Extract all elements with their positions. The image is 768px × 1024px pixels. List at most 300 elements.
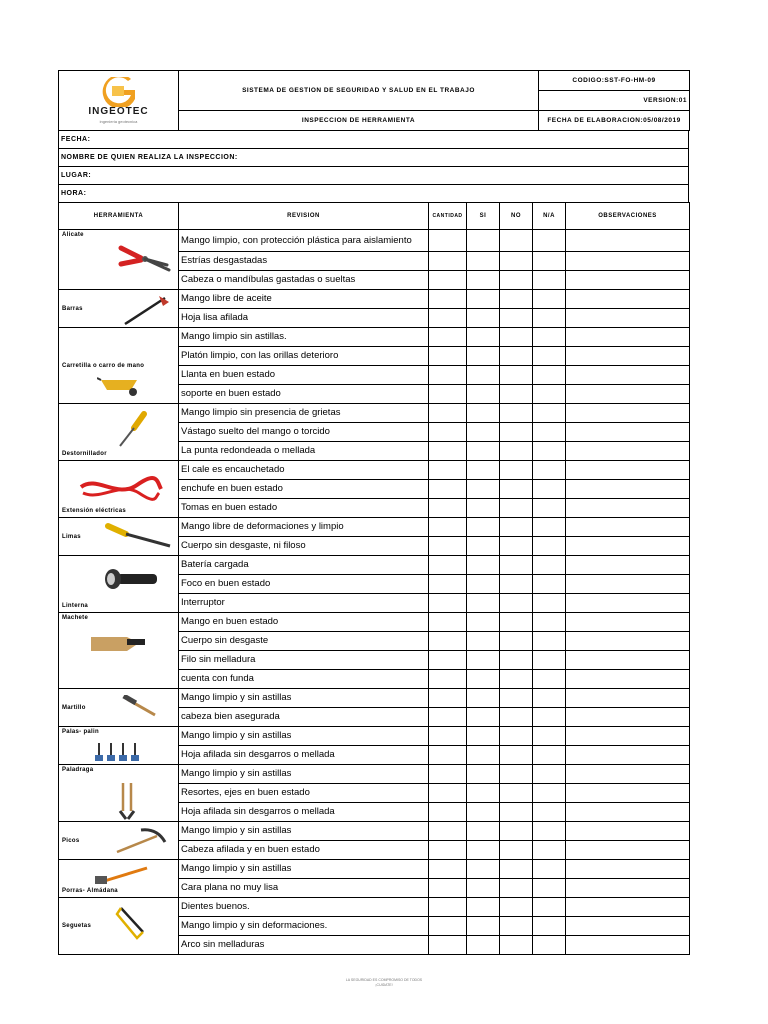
si-cell[interactable] [467, 746, 500, 765]
observaciones-cell[interactable] [566, 290, 690, 309]
no-cell[interactable] [500, 689, 533, 708]
observaciones-cell[interactable] [566, 613, 690, 632]
cantidad-cell[interactable] [429, 708, 467, 727]
no-cell[interactable] [500, 708, 533, 727]
revision-item: Vástago suelto del mango o torcido [179, 423, 429, 442]
creation-date: FECHA DE ELABORACION:05/08/2019 [539, 111, 690, 131]
table-row [59, 898, 690, 917]
na-cell[interactable] [533, 480, 566, 499]
na-cell[interactable] [533, 499, 566, 518]
hacksaw-icon [113, 902, 153, 947]
na-cell[interactable] [533, 860, 566, 879]
si-cell[interactable] [467, 537, 500, 556]
na-cell[interactable] [533, 252, 566, 271]
na-cell[interactable] [533, 442, 566, 461]
no-cell[interactable] [500, 461, 533, 480]
observaciones-cell[interactable] [566, 442, 690, 461]
no-cell[interactable] [500, 537, 533, 556]
no-cell[interactable] [500, 860, 533, 879]
si-cell[interactable] [467, 670, 500, 689]
na-cell[interactable] [533, 423, 566, 442]
info-fields [58, 130, 689, 203]
no-cell[interactable] [500, 499, 533, 518]
pickaxe-icon [111, 826, 167, 861]
tool-name: Alicate [62, 232, 84, 238]
si-cell[interactable] [467, 632, 500, 651]
cantidad-cell[interactable] [429, 442, 467, 461]
machete-icon [87, 629, 147, 662]
no-cell[interactable] [500, 879, 533, 898]
na-cell[interactable] [533, 271, 566, 290]
observaciones-cell[interactable] [566, 480, 690, 499]
revision-item: cabeza bien asegurada [179, 708, 429, 727]
table-row [59, 328, 690, 347]
na-cell[interactable] [533, 879, 566, 898]
cantidad-cell[interactable] [429, 613, 467, 632]
flashlight-icon [103, 566, 163, 597]
observaciones-cell[interactable] [566, 936, 690, 955]
revision-item: Resortes, ejes en buen estado [179, 784, 429, 803]
cantidad-cell[interactable] [429, 689, 467, 708]
observaciones-cell[interactable] [566, 670, 690, 689]
cantidad-cell[interactable] [429, 936, 467, 955]
cantidad-cell[interactable] [429, 575, 467, 594]
si-cell[interactable] [467, 822, 500, 841]
table-row [59, 461, 690, 480]
screwdriver-icon [114, 410, 150, 455]
cantidad-cell[interactable] [429, 651, 467, 670]
revision-item: cuenta con funda [179, 670, 429, 689]
table-row [59, 518, 690, 537]
wheelbarrow-icon [97, 376, 147, 403]
revision-item: Cara plana no muy lisa [179, 879, 429, 898]
no-cell[interactable] [500, 347, 533, 366]
observaciones-cell[interactable] [566, 404, 690, 423]
si-cell[interactable] [467, 366, 500, 385]
na-cell[interactable] [533, 556, 566, 575]
na-cell[interactable] [533, 613, 566, 632]
si-cell[interactable] [467, 290, 500, 309]
si-cell[interactable] [467, 575, 500, 594]
cantidad-cell[interactable] [429, 309, 467, 328]
revision-item: Interruptor [179, 594, 429, 613]
na-cell[interactable] [533, 230, 566, 252]
revision-item: Mango libre de deformaciones y limpio [179, 518, 429, 537]
inspector-field[interactable]: NOMBRE DE QUIEN REALIZA LA INSPECCION: [59, 149, 689, 167]
no-cell[interactable] [500, 917, 533, 936]
no-cell[interactable] [500, 803, 533, 822]
observaciones-cell[interactable] [566, 841, 690, 860]
no-cell[interactable] [500, 366, 533, 385]
tool-name: Picos [62, 837, 80, 844]
na-cell[interactable] [533, 689, 566, 708]
si-cell[interactable] [467, 708, 500, 727]
tool-cell [59, 230, 179, 290]
col-observaciones: OBSERVACIONES [566, 203, 690, 230]
si-cell[interactable] [467, 613, 500, 632]
na-cell[interactable] [533, 518, 566, 537]
cantidad-cell[interactable] [429, 803, 467, 822]
cantidad-cell[interactable] [429, 347, 467, 366]
si-cell[interactable] [467, 765, 500, 784]
tool-name: Machete [62, 615, 89, 621]
no-cell[interactable] [500, 575, 533, 594]
cantidad-cell[interactable] [429, 822, 467, 841]
no-cell[interactable] [500, 594, 533, 613]
si-cell[interactable] [467, 347, 500, 366]
observaciones-cell[interactable] [566, 803, 690, 822]
revision-item: La punta redondeada o mellada [179, 442, 429, 461]
cantidad-cell[interactable] [429, 404, 467, 423]
no-cell[interactable] [500, 841, 533, 860]
inspection-table [58, 202, 690, 955]
tool-name: Limas [62, 533, 81, 540]
document-code: CODIGO:SST-FO-HM-09 [539, 71, 690, 91]
si-cell[interactable] [467, 879, 500, 898]
na-cell[interactable] [533, 917, 566, 936]
si-cell[interactable] [467, 784, 500, 803]
na-cell[interactable] [533, 347, 566, 366]
tool-cell [59, 556, 179, 613]
revision-item: Llanta en buen estado [179, 366, 429, 385]
tool-cell [59, 727, 179, 765]
cantidad-cell[interactable] [429, 328, 467, 347]
na-cell[interactable] [533, 898, 566, 917]
revision-item: Dientes buenos. [179, 898, 429, 917]
observaciones-cell[interactable] [566, 230, 690, 252]
revision-item: Filo sin melladura [179, 651, 429, 670]
na-cell[interactable] [533, 366, 566, 385]
si-cell[interactable] [467, 518, 500, 537]
no-cell[interactable] [500, 632, 533, 651]
cantidad-cell[interactable] [429, 670, 467, 689]
si-cell[interactable] [467, 499, 500, 518]
si-cell[interactable] [467, 404, 500, 423]
si-cell[interactable] [467, 328, 500, 347]
revision-item: Mango limpio y sin astillas [179, 765, 429, 784]
si-cell[interactable] [467, 651, 500, 670]
si-cell[interactable] [467, 252, 500, 271]
na-cell[interactable] [533, 708, 566, 727]
tool-name: Paladraga [62, 767, 94, 773]
no-cell[interactable] [500, 442, 533, 461]
no-cell[interactable] [500, 651, 533, 670]
si-cell[interactable] [467, 898, 500, 917]
observaciones-cell[interactable] [566, 423, 690, 442]
no-cell[interactable] [500, 328, 533, 347]
cantidad-cell[interactable] [429, 746, 467, 765]
na-cell[interactable] [533, 784, 566, 803]
tool-cell [59, 404, 179, 461]
col-no: NO [500, 203, 533, 230]
table-row [59, 290, 690, 309]
si-cell[interactable] [467, 271, 500, 290]
observaciones-cell[interactable] [566, 537, 690, 556]
si-cell[interactable] [467, 727, 500, 746]
si-cell[interactable] [467, 841, 500, 860]
no-cell[interactable] [500, 518, 533, 537]
si-cell[interactable] [467, 936, 500, 955]
cantidad-cell[interactable] [429, 366, 467, 385]
cantidad-cell[interactable] [429, 917, 467, 936]
observaciones-cell[interactable] [566, 347, 690, 366]
extension-cord-icon [77, 473, 163, 508]
si-cell[interactable] [467, 594, 500, 613]
no-cell[interactable] [500, 898, 533, 917]
si-cell[interactable] [467, 480, 500, 499]
no-cell[interactable] [500, 556, 533, 575]
si-cell[interactable] [467, 442, 500, 461]
tool-name: Destornillador [62, 451, 107, 457]
company-tagline: ingenieria geotecnica [99, 118, 138, 124]
na-cell[interactable] [533, 594, 566, 613]
observaciones-cell[interactable] [566, 879, 690, 898]
revision-item: Cuerpo sin desgaste, ni filoso [179, 537, 429, 556]
col-revision: REVISION [179, 203, 429, 230]
observaciones-cell[interactable] [566, 898, 690, 917]
no-cell[interactable] [500, 423, 533, 442]
na-cell[interactable] [533, 537, 566, 556]
no-cell[interactable] [500, 230, 533, 252]
no-cell[interactable] [500, 309, 533, 328]
tool-name: Porras- Almádana [62, 888, 118, 894]
observaciones-cell[interactable] [566, 271, 690, 290]
sledgehammer-icon [93, 862, 155, 891]
no-cell[interactable] [500, 404, 533, 423]
revision-item: Hoja lisa afilada [179, 309, 429, 328]
na-cell[interactable] [533, 936, 566, 955]
si-cell[interactable] [467, 556, 500, 575]
revision-item: Cabeza o mandíbulas gastadas o sueltas [179, 271, 429, 290]
col-si: SI [467, 203, 500, 230]
table-row [59, 230, 690, 252]
tool-cell [59, 822, 179, 860]
revision-item: Mango limpio y sin deformaciones. [179, 917, 429, 936]
no-cell[interactable] [500, 936, 533, 955]
revision-item: Batería cargada [179, 556, 429, 575]
tool-name: Extensión eléctricas [62, 508, 127, 514]
revision-item: Platón limpio, con las orillas deterioro [179, 347, 429, 366]
no-cell[interactable] [500, 271, 533, 290]
table-row [59, 613, 690, 632]
no-cell[interactable] [500, 252, 533, 271]
si-cell[interactable] [467, 689, 500, 708]
revision-item: Hoja afilada sin desgarros o mellada [179, 803, 429, 822]
revision-item: Mango limpio y sin astillas [179, 822, 429, 841]
document-title: INSPECCION DE HERRAMIENTA [179, 111, 539, 131]
tool-cell [59, 613, 179, 689]
na-cell[interactable] [533, 765, 566, 784]
cantidad-cell[interactable] [429, 594, 467, 613]
column-headers [59, 203, 690, 230]
system-title: SISTEMA DE GESTION DE SEGURIDAD Y SALUD EN EL TRABAJO [179, 71, 539, 111]
observaciones-cell[interactable] [566, 860, 690, 879]
observaciones-cell[interactable] [566, 708, 690, 727]
cantidad-cell[interactable] [429, 879, 467, 898]
observaciones-cell[interactable] [566, 822, 690, 841]
revision-item: Foco en buen estado [179, 575, 429, 594]
cantidad-cell[interactable] [429, 841, 467, 860]
table-row [59, 822, 690, 841]
table-row [59, 765, 690, 784]
observaciones-cell[interactable] [566, 765, 690, 784]
cantidad-cell[interactable] [429, 461, 467, 480]
cantidad-cell[interactable] [429, 499, 467, 518]
si-cell[interactable] [467, 917, 500, 936]
tool-cell [59, 689, 179, 727]
na-cell[interactable] [533, 385, 566, 404]
na-cell[interactable] [533, 290, 566, 309]
col-na: N/A [533, 203, 566, 230]
hammer-icon [121, 695, 161, 722]
observaciones-cell[interactable] [566, 499, 690, 518]
observaciones-cell[interactable] [566, 917, 690, 936]
logo-cell [59, 71, 179, 131]
footer-line-2: ¡CUIDATE! [375, 983, 393, 987]
na-cell[interactable] [533, 575, 566, 594]
si-cell[interactable] [467, 461, 500, 480]
observaciones-cell[interactable] [566, 746, 690, 765]
fecha-field[interactable]: FECHA: [59, 131, 689, 149]
tool-cell [59, 765, 179, 822]
na-cell[interactable] [533, 822, 566, 841]
observaciones-cell[interactable] [566, 689, 690, 708]
na-cell[interactable] [533, 632, 566, 651]
cantidad-cell[interactable] [429, 537, 467, 556]
cantidad-cell[interactable] [429, 480, 467, 499]
cantidad-cell[interactable] [429, 784, 467, 803]
col-herramienta: HERRAMIENTA [59, 203, 179, 230]
si-cell[interactable] [467, 803, 500, 822]
tool-name: Carretilla o carro de mano [62, 362, 145, 369]
na-cell[interactable] [533, 328, 566, 347]
revision-item: Mango limpio sin astillas. [179, 328, 429, 347]
tool-cell [59, 518, 179, 556]
observaciones-cell[interactable] [566, 632, 690, 651]
observaciones-cell[interactable] [566, 727, 690, 746]
no-cell[interactable] [500, 290, 533, 309]
si-cell[interactable] [467, 860, 500, 879]
tool-cell [59, 898, 179, 955]
revision-item: Mango limpio y sin astillas [179, 860, 429, 879]
observaciones-cell[interactable] [566, 784, 690, 803]
tool-cell [59, 860, 179, 898]
inspection-sheet [58, 70, 689, 955]
observaciones-cell[interactable] [566, 594, 690, 613]
na-cell[interactable] [533, 461, 566, 480]
no-cell[interactable] [500, 480, 533, 499]
na-cell[interactable] [533, 404, 566, 423]
lugar-field[interactable]: LUGAR: [59, 167, 689, 185]
observaciones-cell[interactable] [566, 651, 690, 670]
footer-line-1: LA SEGURIDAD ES COMPROMISO DE TODOS [345, 978, 423, 982]
observaciones-cell[interactable] [566, 252, 690, 271]
footer [0, 978, 768, 988]
no-cell[interactable] [500, 822, 533, 841]
cantidad-cell[interactable] [429, 290, 467, 309]
na-cell[interactable] [533, 746, 566, 765]
observaciones-cell[interactable] [566, 309, 690, 328]
cantidad-cell[interactable] [429, 765, 467, 784]
observaciones-cell[interactable] [566, 385, 690, 404]
logo-g-icon [98, 77, 138, 107]
si-cell[interactable] [467, 309, 500, 328]
no-cell[interactable] [500, 727, 533, 746]
no-cell[interactable] [500, 765, 533, 784]
pliers-icon [115, 238, 175, 283]
company-logo [64, 75, 174, 127]
no-cell[interactable] [500, 784, 533, 803]
revision-item: Mango limpio sin presencia de grietas [179, 404, 429, 423]
cantidad-cell[interactable] [429, 230, 467, 252]
cantidad-cell[interactable] [429, 632, 467, 651]
cantidad-cell[interactable] [429, 271, 467, 290]
table-row [59, 860, 690, 879]
company-name: INGEOTEC [88, 105, 149, 117]
no-cell[interactable] [500, 613, 533, 632]
cantidad-cell[interactable] [429, 860, 467, 879]
tool-name: Linterna [62, 603, 89, 609]
si-cell[interactable] [467, 385, 500, 404]
tool-cell [59, 328, 179, 404]
cantidad-cell[interactable] [429, 898, 467, 917]
no-cell[interactable] [500, 385, 533, 404]
revision-item: Mango limpio y sin astillas [179, 727, 429, 746]
post-hole-digger-icon [117, 781, 137, 826]
observaciones-cell[interactable] [566, 518, 690, 537]
si-cell[interactable] [467, 230, 500, 252]
tool-name: Barras [62, 305, 83, 312]
no-cell[interactable] [500, 746, 533, 765]
cantidad-cell[interactable] [429, 556, 467, 575]
observaciones-cell[interactable] [566, 556, 690, 575]
table-row [59, 689, 690, 708]
revision-item: enchufe en buen estado [179, 480, 429, 499]
cantidad-cell[interactable] [429, 252, 467, 271]
observaciones-cell[interactable] [566, 461, 690, 480]
cantidad-cell[interactable] [429, 727, 467, 746]
tool-name: Palas- palin [62, 729, 99, 735]
observaciones-cell[interactable] [566, 328, 690, 347]
header-table [58, 70, 690, 131]
cantidad-cell[interactable] [429, 423, 467, 442]
document-version: VERSION:01 [539, 91, 690, 111]
no-cell[interactable] [500, 670, 533, 689]
si-cell[interactable] [467, 423, 500, 442]
na-cell[interactable] [533, 841, 566, 860]
na-cell[interactable] [533, 727, 566, 746]
hora-field[interactable]: HORA: [59, 185, 689, 203]
table-row [59, 556, 690, 575]
revision-item: El cale es encauchetado [179, 461, 429, 480]
cantidad-cell[interactable] [429, 518, 467, 537]
tool-name: Martillo [62, 704, 86, 711]
col-cantidad: CANTIDAD [429, 203, 467, 230]
na-cell[interactable] [533, 651, 566, 670]
na-cell[interactable] [533, 309, 566, 328]
revision-item: Arco sin melladuras [179, 936, 429, 955]
na-cell[interactable] [533, 803, 566, 822]
revision-item: Cabeza afilada y en buen estado [179, 841, 429, 860]
cantidad-cell[interactable] [429, 385, 467, 404]
revision-item: Mango limpio y sin astillas [179, 689, 429, 708]
observaciones-cell[interactable] [566, 575, 690, 594]
file-tool-icon [104, 520, 174, 555]
table-row [59, 727, 690, 746]
observaciones-cell[interactable] [566, 366, 690, 385]
na-cell[interactable] [533, 670, 566, 689]
table-row [59, 404, 690, 423]
